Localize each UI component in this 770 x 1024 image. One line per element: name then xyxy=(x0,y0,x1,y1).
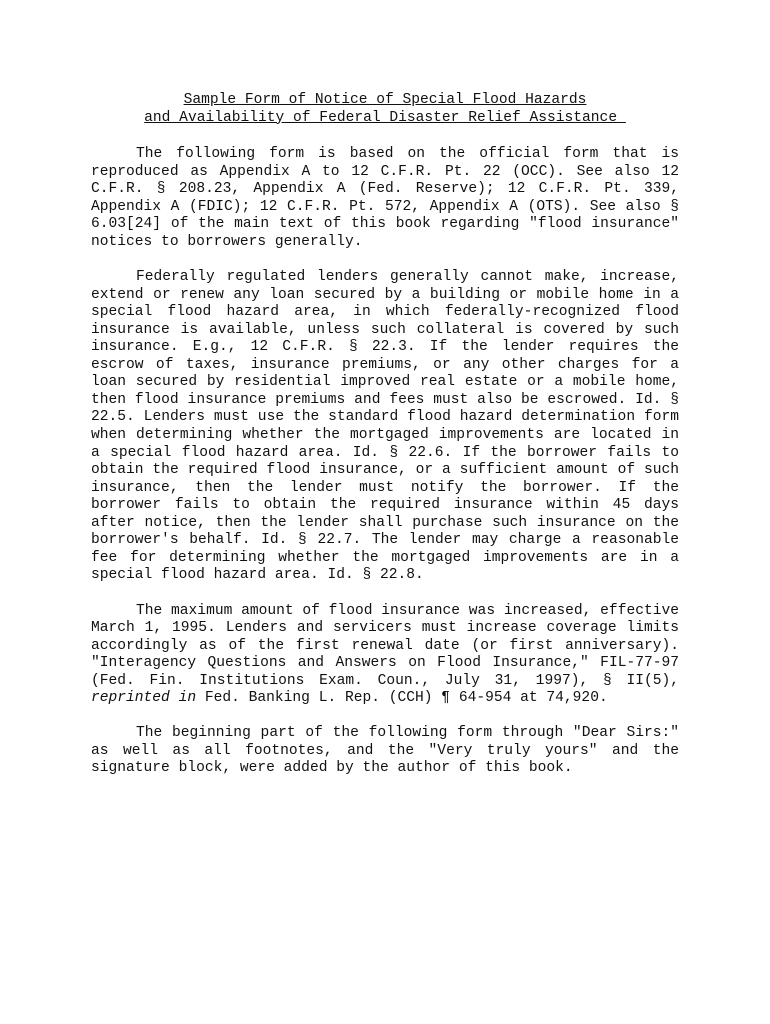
paragraph-maximum-amount xyxy=(91,603,679,708)
paragraph-form-basis: The following form is based on the official form that is reproduced as Appendix A to 12 C.F.R. Pt. 22 (OCC). See also 12 C.F.R. § 208.23, Appendix A (Fed. Reserve); 12 C.F.R. Pt. 339, Appendix A (FDIC); 12 C.F.R. Pt. 572, Appendix A (OTS). See also § 6.03[24] of the main text of this book regarding "flood insurance" notices to borrowers generally. xyxy=(91,146,679,250)
paragraph-maximum-amount-text-1: The maximum amount of flood insurance was increased, effective March 1, 1995. Lenders and servicers must increase coverage limits accordingly as of the first renewal date (or first anniversary). "Interagency Questions and Answers on Flood Insurance," FIL-77-97 (Fed. Fin. Institutions Exam. Coun., July 31, 1997), § II(5), xyxy=(91,602,679,689)
document-page xyxy=(91,92,679,796)
paragraph-maximum-amount-text-2: Fed. Banking L. Rep. (CCH) ¶ 64-954 at 74,920. xyxy=(196,690,608,707)
paragraph-author-additions: The beginning part of the following form through "Dear Sirs:" as well as all footnotes, and the "Very truly yours" and the signature block, were added by the author of this book. xyxy=(91,725,679,777)
document-title xyxy=(91,92,679,127)
title-line-2: and Availability of Federal Disaster Relief Assistance xyxy=(144,109,626,126)
title-line-1: Sample Form of Notice of Special Flood Hazards xyxy=(183,92,587,108)
paragraph-lender-requirements: Federally regulated lenders generally cannot make, increase, extend or renew any loan secured by a building or mobile home in a special flood hazard area, in which federally-recognized flood insurance is available, unless such collateral is covered by such insurance. E.g., 12 C.F.R. § 22.3. If the lender requires the escrow of taxes, insurance premiums, or any other charges for a loan secured by residential improved real estate or a mobile home, then flood insurance premiums and fees must also be escrowed. Id. § 22.5. Lenders must use the standard flood hazard determination form when determining whether the mortgaged improvements are located in a special flood hazard area. Id. § 22.6. If the borrower fails to obtain the required flood insurance, or a sufficient amount of such insurance, then the lender must notify the borrower. If the borrower fails to obtain the required insurance within 45 days after notice, then the lender shall purchase such insurance on the borrower's behalf. Id. § 22.7. The lender may charge a reasonable fee for determining whether the mortgaged improvements are in a special flood hazard area. Id. § 22.8. xyxy=(91,269,679,584)
reprinted-in-italic: reprinted in xyxy=(91,690,197,707)
